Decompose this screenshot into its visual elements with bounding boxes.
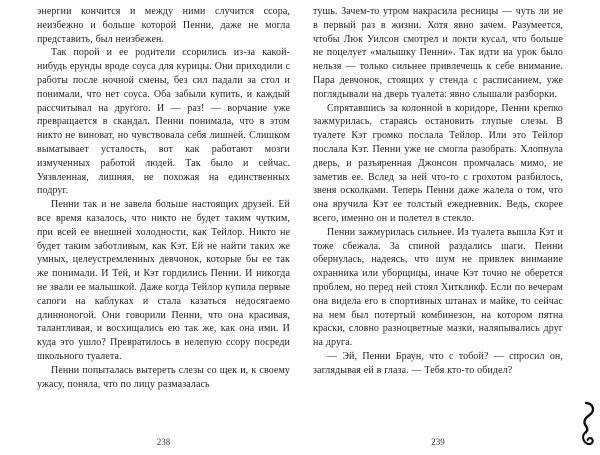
paragraph: Пенни попыталась вытереть слезы со щек и, к своему ужасу, поняла, что по лицу размазалась	[37, 364, 290, 390]
paragraph: Спрятавшись за колонной в коридоре, Пенни крепко зажмурилась, стараясь остановить глупые слезы. В туалете Кэт громко послала Тейлор. Или это Тейлор послала Кэт. Пенни уже не смогла разобрать. Хлопнула дверь, и разъяренная Джонсон промчалась мимо, не заметив ее. Вслед за ней что-то с грохотом разбилось, звеня осколками. Теперь Пенни даже жалела о том, что она вручила Кэт ее толстый ежедневник. Ведь, скорее всего, именно он и полетел в стекло.	[313, 102, 563, 224]
right-page-text	[313, 5, 563, 378]
paragraph: — Эй, Пенни Браун, что с тобой? — спросил он, заглядывая ей в глаза. — Тебя кто-то обидел?	[313, 350, 563, 376]
left-page-text	[37, 5, 290, 391]
right-page	[300, 0, 600, 455]
paragraph: Так порой и ее родители ссорились из-за какой-нибудь ерунды вроде соуса для курицы. Они приходили с работы после ночной смены, без сил падали за стол и понимали, что нет соуса. Оба забыли купить, и каждый рассчитывал на другого. И — раз! — ворчание уже превращается в скандал. Пенни понимала, что в этом никто не виноват, но чувствовала себя лишней. Слишком выматывает усталость, вот как работают мозги измученных работой людей. Так было и сейчас. Уязвленная, лишняя, не похожая на единственных подруг.	[37, 47, 290, 197]
right-page-number: 239	[431, 437, 445, 447]
chapter-end-flourish-icon	[577, 401, 597, 447]
paragraph: тушь. Зачем-то утром накрасила ресницы — чуть ли не в первый раз в жизни. Хотя явно зачем. Разумеется, чтобы Люк Уилсон смотрел и локти кусал, что больше не поцелует «малышку Пенни». Так идти на урок было нельзя — только сильнее привлечешь к себе внимание. Пара девчонок, стоящих у стенда с расписанием, уже поглядывали на дверь туалета: явно слышали разборки.	[313, 6, 563, 100]
left-page-number: 238	[156, 437, 171, 447]
paragraph: энергии кончится и между ними случится ссора, неизбежно и больше которой Пенни, даже не могла представить, был неизбежен.	[37, 6, 290, 45]
paragraph: Пенни зажмурилась сильнее. Из туалета вышла Кэт и тоже сбежала. За спиной раздались шаги. Пенни обернулась, надеясь, что шум не привлек внимание охранника или уборщицы, иначе Кэт точно не оберется проблем, но перед ней стоял Хиткликф. Если по вечерам она видела его в спортивных штанах и майке, то сейчас на нем был потертый комбинезон, на котором пятна краски, словно разноцветные мазки, наляпывались друг на друга.	[313, 226, 563, 349]
paragraph: Пенни так и не завела больше настоящих друзей. Ей все время казалось, что никто не будет таким чутким, при всей ее внешней холодности, как Тейлор. Никто не будет таким заботливым, как Кэт. Ей не найти таких же умных, целеустремленных девчонок, которые бы ее так же понимали. И Тей, и Кэт гордились Пенни. И никогда не звали ее малышкой. Даже когда Тейлор купила первые сапоги на каблуках и стала казаться недосягаемо длинноногой. Они говорили Пенни, что она красивая, талантливая, и восхищались ею так же, как она ими. И куда это ушло? Превратилось в нелепую ссору посреди школьного туалета.	[37, 199, 290, 362]
